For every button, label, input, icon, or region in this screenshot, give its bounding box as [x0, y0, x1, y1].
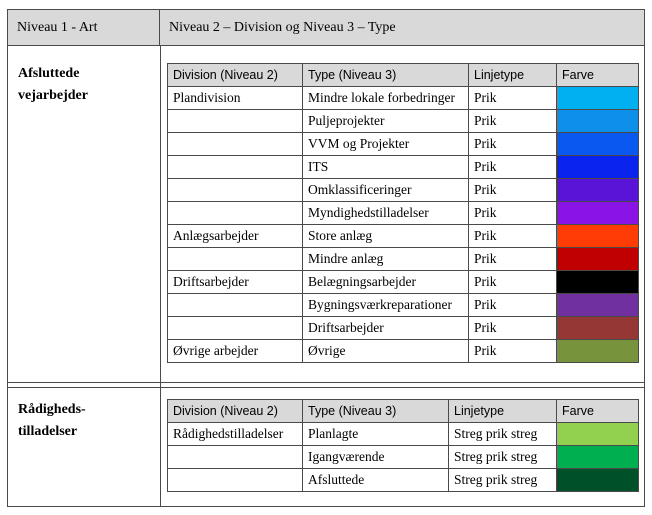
color-swatch: [557, 156, 639, 179]
division-cell: [168, 110, 303, 133]
division-cell: [168, 248, 303, 271]
division-cell: [168, 179, 303, 202]
division-cell: Anlægsarbejder: [168, 225, 303, 248]
linjetype-cell: Streg prik streg: [449, 446, 557, 469]
art-line: Rådigheds-: [18, 402, 86, 417]
linjetype-cell: Prik: [469, 110, 557, 133]
type-cell: Bygningsværkreparationer: [303, 294, 469, 317]
table-row: [168, 156, 639, 179]
art-line: tilladelser: [18, 424, 78, 439]
header-niveau-1: Niveau 1 - Art: [8, 10, 160, 46]
type-cell: Belægningsarbejder: [303, 271, 469, 294]
col-farve: Farve: [557, 64, 639, 87]
division-cell: Driftsarbejder: [168, 271, 303, 294]
color-swatch: [557, 87, 639, 110]
table-row: [168, 202, 639, 225]
table-row: [168, 133, 639, 156]
division-cell: [168, 317, 303, 340]
col-farve: Farve: [557, 400, 639, 423]
division-cell: Øvrige arbejder: [168, 340, 303, 363]
linjetype-cell: Prik: [469, 179, 557, 202]
type-cell: Puljeprojekter: [303, 110, 469, 133]
table-row: [168, 340, 639, 363]
col-linjetype: Linjetype: [449, 400, 557, 423]
table-row: [168, 248, 639, 271]
type-cell: Mindre lokale forbedringer: [303, 87, 469, 110]
color-swatch: [557, 133, 639, 156]
table-row: [168, 271, 639, 294]
col-division: Division (Niveau 2): [168, 64, 303, 87]
linjetype-cell: Prik: [469, 248, 557, 271]
art-raadighedstilladelser: [18, 399, 86, 443]
linjetype-cell: Prik: [469, 225, 557, 248]
type-cell: Store anlæg: [303, 225, 469, 248]
art-line: Afsluttede: [18, 66, 80, 81]
division-cell: [168, 202, 303, 225]
table-row: [168, 446, 639, 469]
color-swatch: [557, 317, 639, 340]
col-linjetype: Linjetype: [469, 64, 557, 87]
table-row: [168, 294, 639, 317]
type-cell: ITS: [303, 156, 469, 179]
linjetype-cell: Prik: [469, 294, 557, 317]
color-swatch: [557, 469, 639, 492]
col-type: Type (Niveau 3): [303, 400, 449, 423]
legend-table: [7, 9, 645, 507]
linjetype-cell: Streg prik streg: [449, 423, 557, 446]
art-line: vejarbejder: [18, 88, 88, 103]
division-cell: [168, 294, 303, 317]
type-cell: Mindre anlæg: [303, 248, 469, 271]
header-niveau-2-3: Niveau 2 – Division og Niveau 3 – Type: [160, 10, 644, 46]
table-row: [168, 87, 639, 110]
division-table-vejarbejder: [167, 63, 639, 363]
linjetype-cell: Prik: [469, 271, 557, 294]
color-swatch: [557, 446, 639, 469]
table-header-row: [168, 400, 639, 423]
table-row: [168, 179, 639, 202]
table-row: [168, 423, 639, 446]
table-row: [168, 317, 639, 340]
type-cell: Planlagte: [303, 423, 449, 446]
color-swatch: [557, 423, 639, 446]
color-swatch: [557, 340, 639, 363]
division-cell: [168, 156, 303, 179]
table-row: [168, 110, 639, 133]
division-cell: [168, 446, 303, 469]
type-cell: Omklassificeringer: [303, 179, 469, 202]
color-swatch: [557, 271, 639, 294]
linjetype-cell: Prik: [469, 156, 557, 179]
type-cell: Afsluttede: [303, 469, 449, 492]
color-swatch: [557, 248, 639, 271]
color-swatch: [557, 179, 639, 202]
color-swatch: [557, 294, 639, 317]
type-cell: Driftsarbejder: [303, 317, 469, 340]
division-cell: Plandivision: [168, 87, 303, 110]
linjetype-cell: Prik: [469, 87, 557, 110]
linjetype-cell: Prik: [469, 133, 557, 156]
linjetype-cell: Prik: [469, 202, 557, 225]
division-table-raadighed: [167, 399, 639, 492]
section-divider-double: [8, 387, 644, 388]
table-row: [168, 225, 639, 248]
type-cell: VVM og Projekter: [303, 133, 469, 156]
type-cell: Igangværende: [303, 446, 449, 469]
color-swatch: [557, 225, 639, 248]
color-swatch: [557, 202, 639, 225]
column-divider: [160, 46, 161, 506]
division-cell: [168, 133, 303, 156]
table-row: [168, 469, 639, 492]
linjetype-cell: Prik: [469, 340, 557, 363]
division-cell: [168, 469, 303, 492]
type-cell: Øvrige: [303, 340, 469, 363]
linjetype-cell: Prik: [469, 317, 557, 340]
linjetype-cell: Streg prik streg: [449, 469, 557, 492]
table-header-row: [168, 64, 639, 87]
type-cell: Myndighedstilladelser: [303, 202, 469, 225]
section-divider: [8, 382, 644, 383]
col-division: Division (Niveau 2): [168, 400, 303, 423]
color-swatch: [557, 110, 639, 133]
art-afsluttede-vejarbejder: [18, 63, 88, 107]
col-type: Type (Niveau 3): [303, 64, 469, 87]
division-cell: Rådighedstilladelser: [168, 423, 303, 446]
